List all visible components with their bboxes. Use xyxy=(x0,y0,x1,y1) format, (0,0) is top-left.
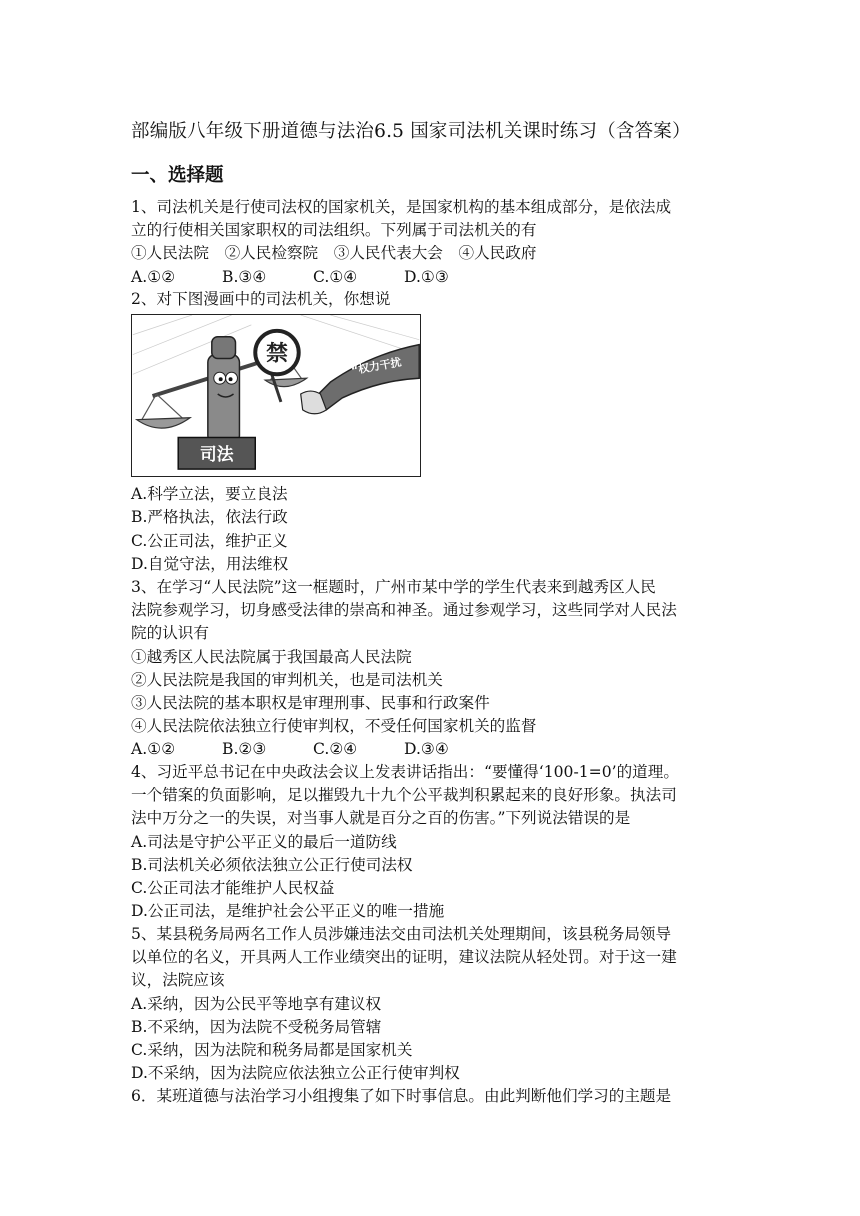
question-stem-line: 1、司法机关是行使司法权的国家机关，是国家机构的基本组成部分，是依法成 xyxy=(131,198,672,216)
option-line: B.司法机关必须依法独立公正行使司法权 xyxy=(131,855,413,874)
question-3 xyxy=(131,576,741,762)
question-stem-line: 3、在学习“人民法院”这一框题时，广州市某中学的学生代表来到越秀区人民 xyxy=(131,578,656,596)
option-c: C.②④ xyxy=(313,740,358,759)
option-line: B.不采纳，因为法院不受税务局管辖 xyxy=(131,1017,382,1036)
statement-line: ④人民法院依法独立行使审判权，不受任何国家机关的监督 xyxy=(131,717,537,736)
option-row xyxy=(131,738,741,761)
question-stem-line: 法院参观学习，切身感受法律的崇高和神圣。通过参观学习，这些同学对人民法 xyxy=(131,601,677,620)
option-b: B.②③ xyxy=(222,740,267,759)
option-d: D.①③ xyxy=(404,267,449,286)
option-line: C.采纳，因为法院和税务局都是国家机关 xyxy=(131,1040,413,1059)
question-stem-line: 院的认识有 xyxy=(131,624,209,643)
question-2 xyxy=(131,288,741,576)
cartoon-arm-label: “权力干扰 xyxy=(350,355,403,378)
option-line: D.公正司法，是维护社会公平正义的唯一措施 xyxy=(131,902,445,921)
question-stem-line: 以单位的名义，开具两人工作业绩突出的证明，建议法院从轻处罚。对于这一建 xyxy=(131,948,677,967)
question-stem-line: 立的行使相关国家职权的司法组织。下列属于司法机关的有 xyxy=(131,221,537,240)
cartoon-image xyxy=(131,314,421,477)
option-line: C.公正司法，维护正义 xyxy=(131,531,288,550)
statement-line: ②人民法院是我国的审判机关，也是司法机关 xyxy=(131,670,443,689)
document-title: 部编版八年级下册道德与法治6.5 国家司法机关课时练习（含答案） xyxy=(131,121,691,142)
question-5 xyxy=(131,923,741,1085)
option-line: C.公正司法才能维护人民权益 xyxy=(131,878,335,897)
question-stem-line: 议，法院应该 xyxy=(131,971,225,990)
statement-line: ③人民法院的基本职权是审理刑事、民事和行政案件 xyxy=(131,693,490,712)
option-line: A.采纳，因为公民平等地享有建议权 xyxy=(131,994,382,1013)
cartoon-ban-char: 禁 xyxy=(266,341,288,367)
option-line: D.自觉守法，用法维权 xyxy=(131,554,289,573)
option-a: A.①② xyxy=(131,740,176,759)
statement-line: ①人民法院 ②人民检察院 ③人民代表大会 ④人民政府 xyxy=(131,244,537,263)
option-a: A.①② xyxy=(131,267,176,286)
option-line: B.严格执法，依法行政 xyxy=(131,508,288,527)
option-line: A.科学立法，要立良法 xyxy=(131,485,288,504)
cartoon-base-label: 司法 xyxy=(199,444,234,465)
option-b: B.③④ xyxy=(222,267,267,286)
question-stem-line: 6．某班道德与法治学习小组搜集了如下时事信息。由此判断他们学习的主题是 xyxy=(131,1087,672,1105)
question-1 xyxy=(131,196,741,289)
option-line: A.司法是守护公平正义的最后一道防线 xyxy=(131,832,397,851)
question-4 xyxy=(131,761,741,923)
question-stem-line: 4、习近平总书记在中央政法会议上发表讲话指出：“要懂得‘100-1=0’的道理。 xyxy=(131,763,679,781)
option-row xyxy=(131,266,741,289)
question-stem-line: 2、对下图漫画中的司法机关，你想说 xyxy=(131,290,391,308)
option-line: D.不采纳，因为法院应依法独立公正行使审判权 xyxy=(131,1064,460,1083)
question-stem-line: 5、某县税务局两名工作人员涉嫌违法交由司法机关处理期间，该县税务局领导 xyxy=(131,925,672,943)
option-c: C.①④ xyxy=(313,267,358,286)
statement-line: ①越秀区人民法院属于我国最高人民法院 xyxy=(131,647,412,666)
question-stem-line: 法中万分之一的失误，对当事人就是百分之百的伤害。”下列说法错误的是 xyxy=(131,809,631,828)
option-d: D.③④ xyxy=(404,740,449,759)
section-heading: 一、选择题 xyxy=(131,165,224,186)
question-stem-line: 一个错案的负面影响，足以摧毁九十九个公平裁判积累起来的良好形象。执法司 xyxy=(131,786,677,805)
question-6 xyxy=(131,1085,741,1108)
